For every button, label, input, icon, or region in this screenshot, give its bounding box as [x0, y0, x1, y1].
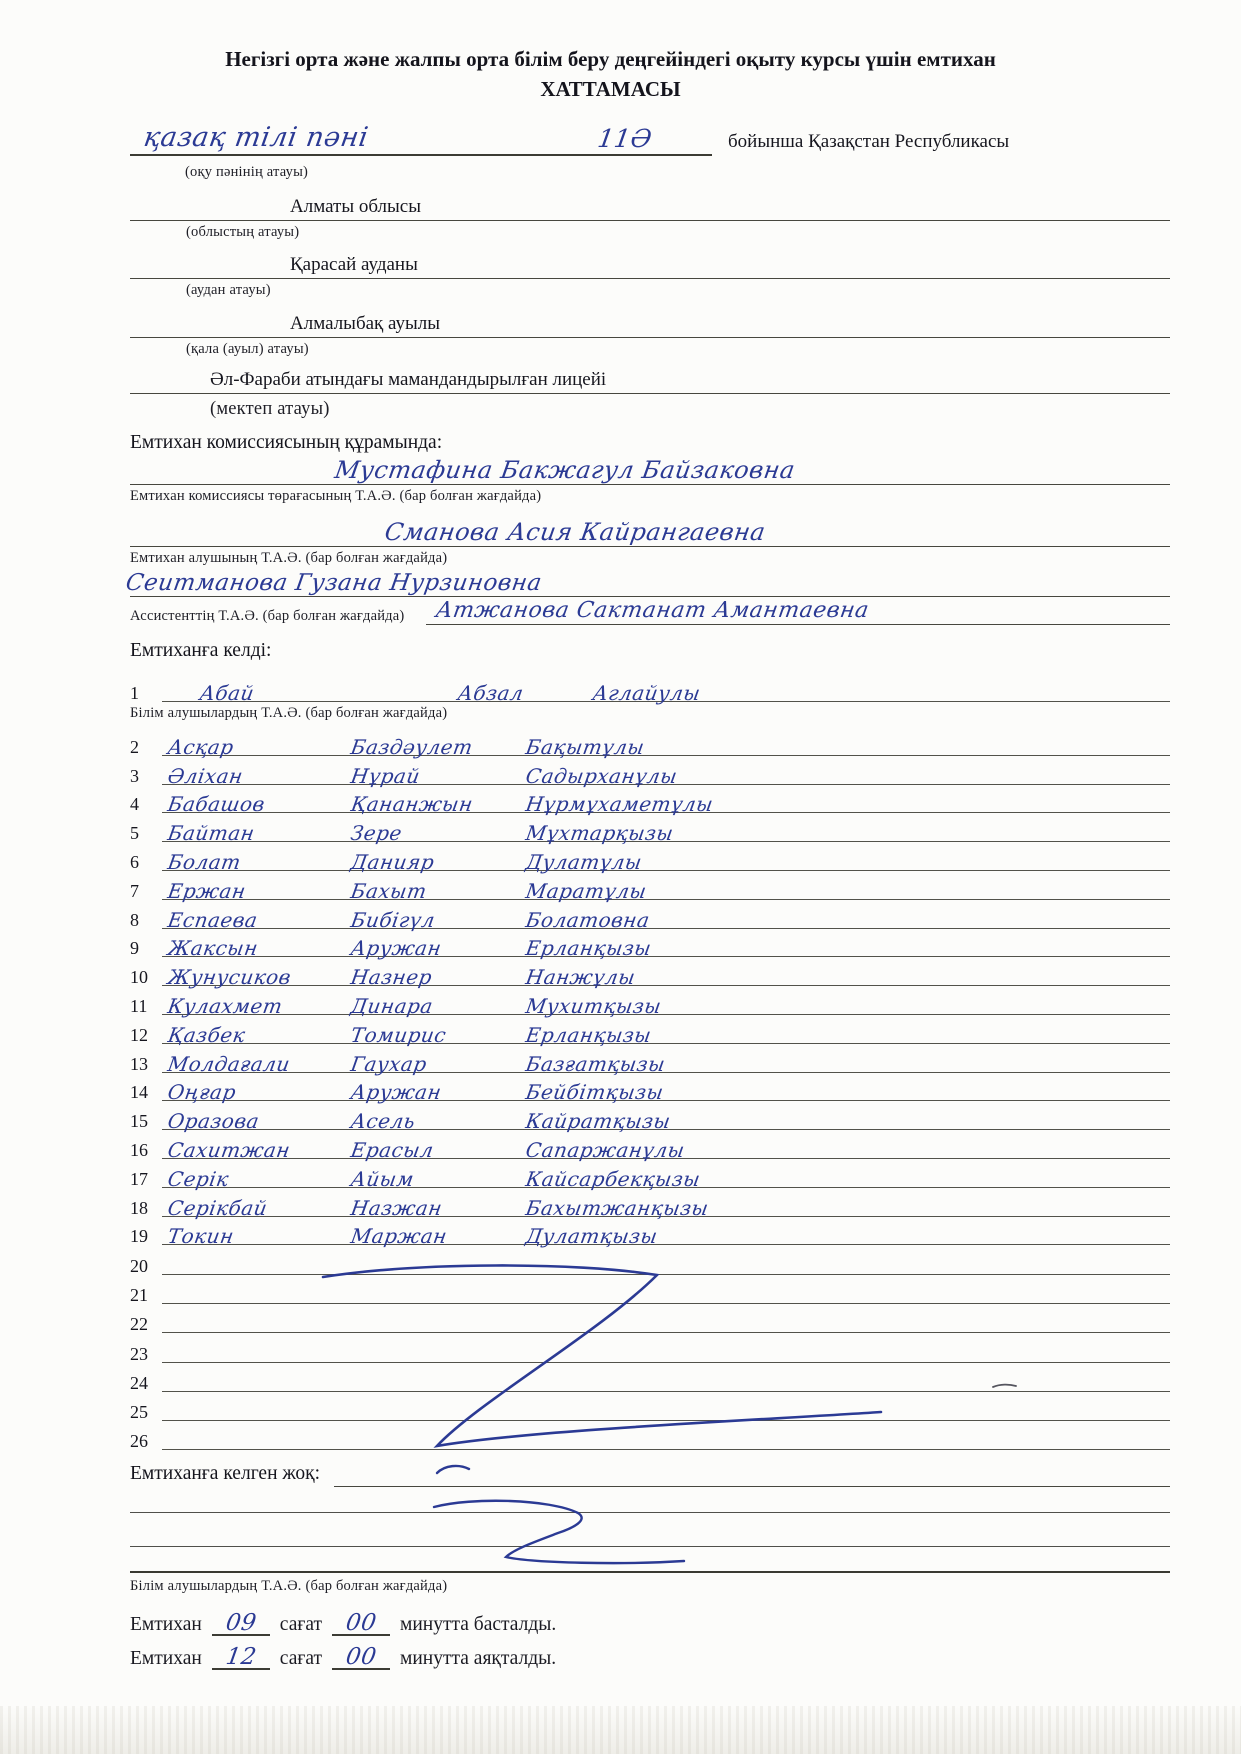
- student-patronymic: Маратұлы: [524, 878, 649, 903]
- row-line: [162, 1187, 1170, 1220]
- student-row: [130, 1188, 1170, 1220]
- student-row: [130, 756, 1170, 788]
- student-name: Бахыт: [349, 878, 429, 903]
- blank-line: [130, 1512, 1170, 1513]
- student-row: [130, 957, 1170, 990]
- student-surname: Әліхан: [166, 763, 245, 788]
- end-suffix: минутта аяқталды.: [400, 1648, 557, 1669]
- student-row: [130, 1073, 1170, 1105]
- student-row: [130, 842, 1170, 874]
- student-patronymic: Кайратқызы: [524, 1109, 673, 1134]
- student-name: Аружан: [349, 1080, 444, 1105]
- row-number: 26: [130, 1431, 148, 1452]
- district-caption: (аудан атауы): [186, 282, 271, 298]
- student-patronymic: Сапаржанұлы: [524, 1137, 687, 1162]
- attendance-heading: Емтиханға келді:: [130, 640, 272, 661]
- end-minute-blank: [332, 1643, 390, 1670]
- row-number: 12: [130, 1024, 148, 1045]
- handwritten-assistant-name: Сеитманова Гузана Нурзиновна: [123, 570, 544, 596]
- student-surname: Сахитжан: [166, 1137, 293, 1162]
- student-name: Аружан: [349, 936, 444, 961]
- exam-start-row: [130, 1602, 556, 1636]
- student-surname: Асқар: [166, 734, 236, 759]
- student-surname: Кулахмет: [166, 993, 285, 1018]
- student-row: [130, 1159, 1170, 1191]
- district-value: Қарасай ауданы: [290, 254, 418, 275]
- student-surname: Байтан: [166, 821, 257, 846]
- commission-examiner-row: [130, 518, 1170, 567]
- field-district: [130, 254, 1170, 299]
- student-name: Асель: [349, 1109, 418, 1134]
- student-surname: Еспаева: [166, 907, 260, 932]
- student-surname: Жунусиков: [166, 965, 293, 990]
- handwritten-end-minute: 00: [343, 1644, 379, 1670]
- row-line: [162, 870, 1170, 903]
- row-number: 24: [130, 1372, 148, 1393]
- row-line: [162, 1129, 1170, 1162]
- student-name: Динара: [349, 993, 435, 1018]
- student-row: [130, 1130, 1170, 1162]
- row-number: 9: [130, 938, 139, 959]
- student-patronymic: Садырханұлы: [524, 763, 680, 788]
- student-row-empty: [130, 1245, 1170, 1274]
- row-line: [162, 899, 1170, 932]
- row-number: 7: [130, 880, 139, 901]
- student-row: [130, 1217, 1170, 1249]
- row-line: [162, 1100, 1170, 1134]
- row-number: 18: [130, 1197, 148, 1218]
- row-line: [162, 956, 1170, 990]
- student-patronymic: Бахытжанқызы: [524, 1195, 711, 1220]
- student-name: Ерасыл: [349, 1137, 436, 1162]
- student-patronymic: Бақытұлы: [524, 734, 647, 759]
- row-line: [162, 1362, 1170, 1392]
- student-patronymic: Нанжұлы: [524, 965, 638, 990]
- region-caption: (облыстың атауы): [186, 224, 300, 240]
- student-name: Зере: [349, 821, 404, 846]
- school-caption: (мектеп атауы): [210, 399, 330, 419]
- student-patronymic: Кайсарбекқызы: [524, 1166, 703, 1191]
- student-surname: Қазбек: [166, 1022, 248, 1047]
- assistant-caption: Ассистенттің Т.А.Ә. (бар болған жағдайда): [130, 608, 405, 624]
- row-line: [162, 1332, 1170, 1362]
- row-number: 14: [130, 1082, 148, 1103]
- student-name: Бибігүл: [349, 907, 437, 932]
- row-number: 1: [130, 683, 139, 703]
- row-number: 6: [130, 851, 139, 872]
- student-row: [130, 900, 1170, 932]
- subject-caption: (оқу пәнінің атауы): [185, 164, 309, 180]
- handwritten-chair-name: Мустафина Бакжагул Байзаковна: [332, 456, 798, 484]
- student-row: [130, 785, 1170, 817]
- student-patronymic: Дулатқызы: [524, 1224, 660, 1249]
- row-line: [162, 1303, 1170, 1333]
- student-patronymic: Ерланқызы: [524, 1022, 654, 1047]
- student-surname: Молдағали: [166, 1051, 292, 1076]
- row-number: 8: [130, 909, 139, 930]
- student-row: [130, 1015, 1170, 1047]
- hour-word: сағат: [279, 1614, 323, 1635]
- title-line-2: ХАТТАМАСЫ: [540, 77, 681, 102]
- row-number: 13: [130, 1053, 148, 1074]
- student-row: [130, 1101, 1170, 1134]
- field-village: [130, 313, 1170, 358]
- assistant-extra-line: [426, 598, 1170, 625]
- student-name: Маржан: [349, 1224, 449, 1249]
- hour-word: сағат: [279, 1648, 323, 1669]
- student-patronymic: Ерланқызы: [524, 936, 654, 961]
- village-value: Алмалыбақ ауылы: [290, 313, 441, 334]
- row-number: 11: [130, 995, 148, 1016]
- blank-line: [130, 1546, 1170, 1547]
- exam-word: Емтихан: [130, 1648, 202, 1669]
- student-name: Томирис: [349, 1022, 449, 1047]
- exam-word: Емтихан: [130, 1614, 202, 1635]
- handwritten-class: 11Ә: [595, 124, 655, 153]
- student-surname: Абай: [198, 681, 257, 705]
- student-name: Абзал: [456, 681, 526, 705]
- handwritten-examiner-name: Сманова Асия Кайрангаевна: [382, 518, 768, 546]
- student-surname: Ержан: [166, 878, 248, 903]
- student-row-empty: [130, 1275, 1170, 1304]
- row-number: 3: [130, 765, 139, 786]
- row-number: 16: [130, 1139, 148, 1160]
- examiner-caption: Емтихан алушының Т.А.Ә. (бар болған жағдайда): [130, 550, 448, 566]
- row-line: [162, 784, 1170, 817]
- commission-chair-row: [130, 456, 1170, 505]
- absent-blank-line: [334, 1462, 1170, 1487]
- student-surname: Оңғар: [166, 1080, 238, 1105]
- row-number: 23: [130, 1343, 148, 1364]
- student-surname: Жаксын: [166, 936, 260, 961]
- student-name: Қананжын: [349, 792, 475, 817]
- student-patronymic: Дулатұлы: [524, 849, 644, 874]
- handwritten-start-minute: 00: [343, 1610, 379, 1636]
- row-line: [162, 841, 1170, 874]
- row-number: 20: [130, 1255, 148, 1276]
- roster-caption: Білім алушылардың Т.А.Ә. (бар болған жағдайда): [130, 705, 448, 721]
- row-line: [162, 1216, 1170, 1249]
- student-row-empty: [130, 1304, 1170, 1333]
- student-patronymic: Базғатқызы: [524, 1051, 668, 1076]
- student-row-empty: [130, 1392, 1170, 1421]
- row-line: [162, 1072, 1170, 1105]
- row-number: 5: [130, 823, 139, 844]
- timing-block: [130, 1602, 556, 1670]
- row-number: 22: [130, 1314, 148, 1335]
- handwritten-start-hour: 09: [223, 1610, 259, 1636]
- row-number: 15: [130, 1111, 148, 1132]
- handwritten-assistant-extra-name: Атжанова Сактанат Амантаевна: [434, 598, 872, 623]
- row-line: [162, 812, 1170, 846]
- row-line: [162, 928, 1170, 961]
- row-line: [162, 1244, 1170, 1274]
- student-patronymic: Болатовна: [524, 907, 652, 932]
- row-line: [162, 755, 1170, 788]
- row-number: 25: [130, 1402, 148, 1423]
- student-surname: Серік: [166, 1166, 231, 1191]
- row-line: [162, 1391, 1170, 1421]
- student-name: Нұрай: [349, 763, 422, 788]
- region-value: Алматы облысы: [290, 196, 421, 217]
- row-line: [162, 1420, 1170, 1450]
- student-name: Данияр: [349, 849, 437, 874]
- subject-row: [130, 122, 1170, 156]
- row-line: [162, 1274, 1170, 1304]
- scan-noise-strip: [0, 1706, 1241, 1754]
- student-row-empty: [130, 1421, 1170, 1450]
- student-surname: Токин: [166, 1224, 236, 1249]
- section-divider-line: [130, 1571, 1170, 1573]
- student-row-empty: [130, 1333, 1170, 1362]
- student-row: [130, 986, 1170, 1018]
- field-school: [130, 369, 1170, 420]
- student-name: Баздәулет: [349, 734, 475, 759]
- student-surname: Болат: [166, 849, 243, 874]
- absent-caption: Білім алушылардың Т.А.Ә. (бар болған жағдайда): [130, 1578, 448, 1594]
- student-surname: Серікбай: [166, 1195, 270, 1220]
- row-number: 19: [130, 1226, 148, 1247]
- student-name: Айым: [349, 1166, 416, 1191]
- row-line: [162, 1043, 1170, 1076]
- handwritten-subject-name: қазақ тілі пәні: [141, 122, 371, 153]
- student-surname: Оразова: [166, 1109, 262, 1134]
- row-line: [162, 665, 1170, 705]
- village-caption: (қала (ауыл) атауы): [186, 341, 309, 357]
- absent-row: [130, 1462, 1170, 1487]
- student-patronymic: Нұрмұхаметұлы: [524, 792, 716, 817]
- student-patronymic: Мухитқызы: [524, 993, 664, 1018]
- student-row: [130, 929, 1170, 961]
- handwritten-end-hour: 12: [223, 1644, 259, 1670]
- field-region: [130, 196, 1170, 241]
- absent-heading: Емтиханға келген жоқ:: [130, 1463, 321, 1484]
- row-line: [162, 726, 1170, 759]
- student-roster: [130, 666, 1170, 1450]
- row-number: 17: [130, 1168, 148, 1189]
- row-number: 21: [130, 1284, 148, 1305]
- student-row: [130, 727, 1170, 759]
- end-hour-blank: [212, 1643, 270, 1670]
- row-number: 4: [130, 794, 139, 815]
- commission-assistant-row: [123, 570, 1170, 625]
- subject-printed-suffix: бойынша Қазақстан Республикасы: [728, 131, 1010, 152]
- student-patronymic: Аглайулы: [591, 681, 703, 705]
- document-title: [90, 44, 1131, 105]
- school-value: Әл-Фараби атындағы мамандандырылған лицейі: [210, 369, 607, 390]
- student-patronymic: Мұхтарқызы: [524, 821, 676, 846]
- commission-heading: Емтихан комиссиясының құрамында:: [130, 432, 443, 453]
- absent-z-mark: [434, 1501, 684, 1563]
- row-number: 2: [130, 736, 139, 757]
- student-row: [130, 1044, 1170, 1076]
- student-name: Гаухар: [349, 1051, 429, 1076]
- title-line-1: Негізгі орта және жалпы орта білім беру деңгейіндегі оқыту курсы үшін емтихан: [225, 47, 996, 71]
- student-surname: Бабашов: [166, 792, 267, 817]
- student-row: [130, 813, 1170, 846]
- student-name: Назнер: [349, 965, 434, 990]
- chair-caption: Емтихан комиссиясы төрағасының Т.А.Ә. (бар болған жағдайда): [130, 488, 542, 504]
- row-line: [162, 985, 1170, 1018]
- subject-blank-line: [130, 122, 712, 156]
- student-row: [130, 666, 1170, 705]
- student-row: [130, 871, 1170, 903]
- row-number: 10: [130, 967, 148, 988]
- row-line: [162, 1014, 1170, 1047]
- student-name: Назжан: [349, 1195, 445, 1220]
- row-line: [162, 1158, 1170, 1191]
- start-hour-blank: [212, 1609, 270, 1636]
- start-suffix: минутта басталды.: [400, 1614, 557, 1635]
- start-minute-blank: [332, 1609, 390, 1636]
- student-patronymic: Бейбітқызы: [524, 1080, 666, 1105]
- student-row-empty: [130, 1363, 1170, 1392]
- exam-end-row: [130, 1636, 556, 1670]
